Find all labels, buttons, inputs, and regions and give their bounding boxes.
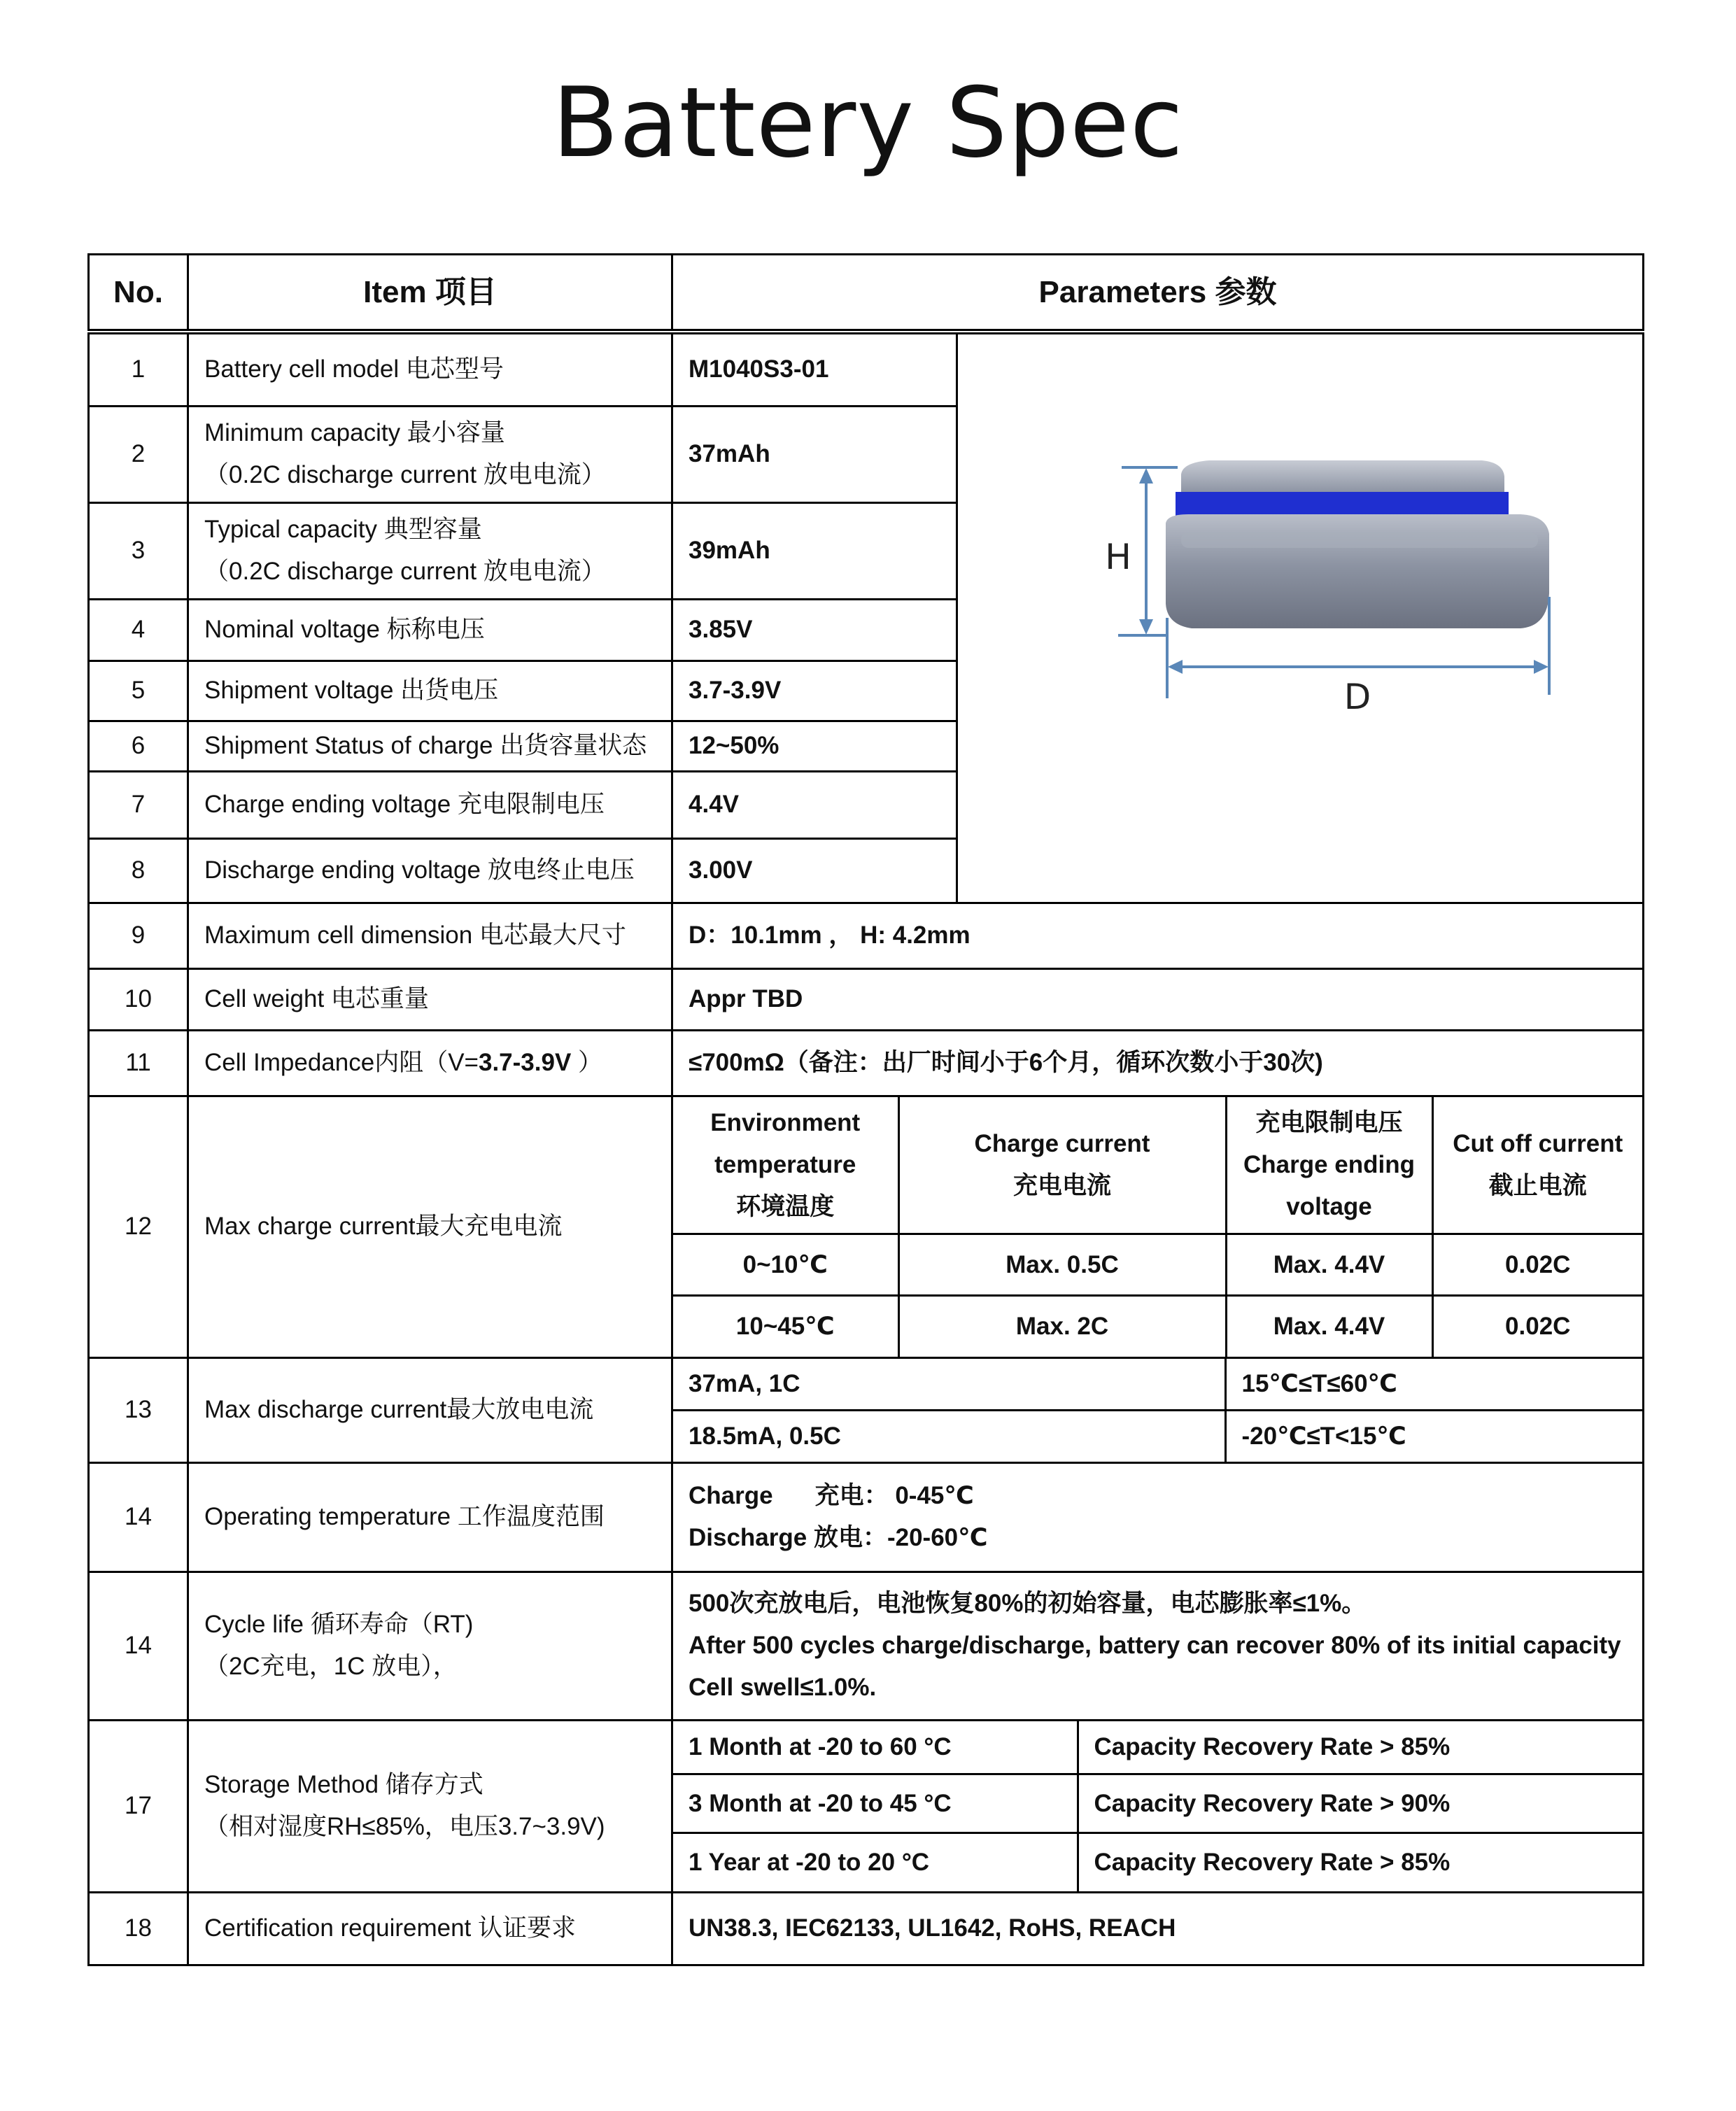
battery-cell-icon <box>999 422 1601 814</box>
table-row: 13 Max discharge current最大放电电流 37mA, 1C 15℃≤T≤60℃ 18.5mA, 0.5C -20℃≤T<15℃ <box>89 1357 1644 1462</box>
table-row: 1 Battery cell model 电芯型号 M1040S3-01 H D <box>89 332 1644 406</box>
table-row: 6 Shipment Status of charge 出货容量状态 12~50% <box>89 721 1644 771</box>
table-row: 5 Shipment voltage 出货电压 3.7-3.9V <box>89 661 1644 721</box>
diameter-label: D <box>1343 677 1371 718</box>
table-row: 11 Cell Impedance内阻（V=3.7-3.9V ） ≤700mΩ（备注：出厂时间小于6个月，循环次数小于30次) <box>89 1030 1644 1096</box>
header-no: No. <box>89 255 188 332</box>
table-row: 4 Nominal voltage 标称电压 3.85V <box>89 599 1644 661</box>
table-header-row <box>89 255 1644 332</box>
table-row: 10 Cell weight 电芯重量 Appr TBD <box>89 968 1644 1030</box>
header-item: Item 项目 <box>188 255 672 332</box>
height-label: H <box>1105 537 1131 578</box>
table-row: 18 Certification requirement 认证要求 UN38.3, IEC62133, UL1642, RoHS, REACH <box>89 1892 1644 1965</box>
charge-current-subtable: Environment temperature 环境温度 Charge current 充电电流 充电限制电压 Charge ending voltage Cut off current 截止电流 0~10℃ Max. 0.5C Max. 4.4V 0.02C 10~45℃ Max. 2C Max. 4.4V 0.02C <box>672 1096 1644 1357</box>
page-title: Battery Spec <box>552 66 1184 179</box>
header-parameters: Parameters 参数 <box>672 255 1644 332</box>
table-row: 14 Operating temperature 工作温度范围 Charge 充电： 0-45℃ Discharge 放电：-20-60℃ <box>89 1462 1644 1572</box>
table-row: 17 Storage Method 储存方式 （相对湿度RH≤85%，电压3.7~3.9V) 1 Month at -20 to 60 °C Capacity Recovery Rate > 85% 3 Month at -20 to 45 °C Capacity Recovery Rate > 90% 1 Year at -20 to 20 °C Capacity Recovery Rate > 85% <box>89 1720 1644 1892</box>
table-row: 14 Cycle life 循环寿命（RT) （2C充电，1C 放电）， 500次充放电后，电池恢复80%的初始容量，电芯膨胀率≤1%。 After 500 cycles charge/discharge, battery can recover 80% of its initial capacity Cell swell≤1.0%. <box>89 1572 1644 1720</box>
table-row: 9 Maximum cell dimension 电芯最大尺寸 D：10.1mm ， H: 4.2mm <box>89 903 1644 968</box>
table-row: 3 Typical capacity 典型容量 （0.2C discharge current 放电电流） 39mAh <box>89 502 1644 599</box>
table-row: 12 Max charge current最大充电电流 Environment temperature 环境温度 Charge current 充电电流 充电限制电压 Charge ending voltage Cut off current 截止电流 0~10℃ Max. 0.5C Max. 4.4V 0.02C 10~45℃ Max. 2C Max. 4.4V 0.02C <box>89 1096 1644 1357</box>
table-row: 7 Charge ending voltage 充电限制电压 4.4V <box>89 771 1644 838</box>
spec-table <box>87 253 1644 1966</box>
cell-dimension-diagram <box>957 332 1644 903</box>
table-row: 2 Minimum capacity 最小容量 （0.2C discharge current 放电电流） 37mAh <box>89 406 1644 502</box>
table-row: 8 Discharge ending voltage 放电终止电压 3.00V <box>89 838 1644 903</box>
